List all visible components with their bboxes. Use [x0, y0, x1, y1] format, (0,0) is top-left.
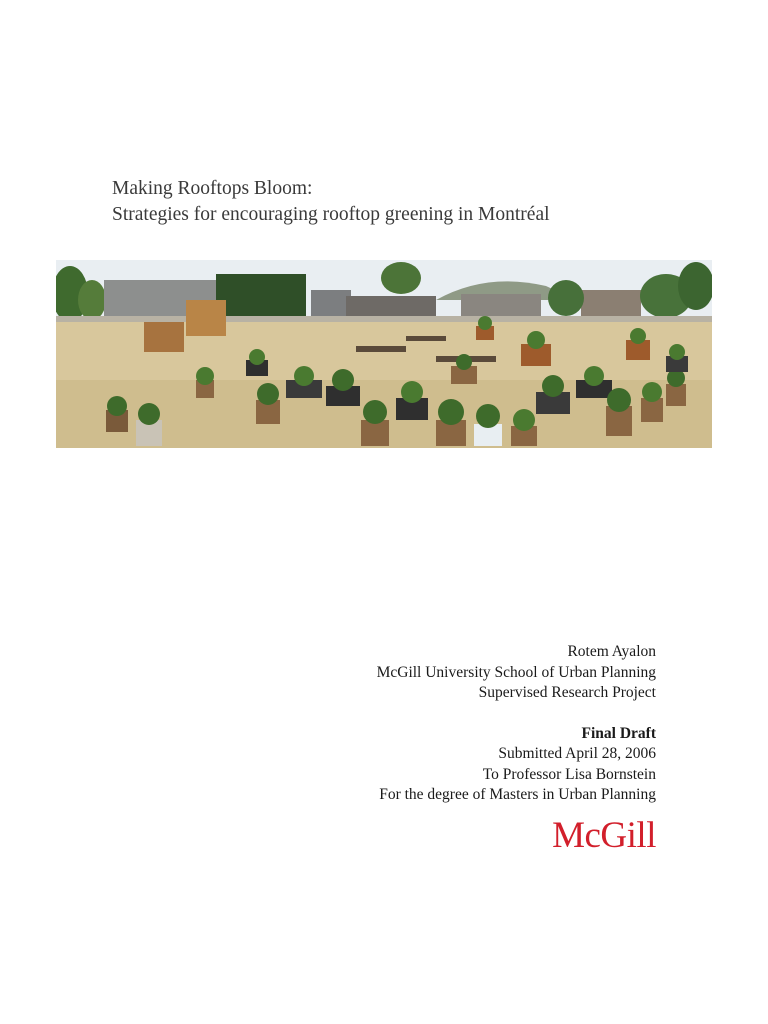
spacer: [236, 704, 656, 724]
rooftop-garden-photo: [56, 260, 712, 448]
professor-line: To Professor Lisa Bornstein: [482, 765, 656, 783]
author-school: McGill University School of Urban Planning: [376, 663, 656, 681]
title-line-2: Strategies for encouraging rooftop greening in Montréal: [112, 204, 550, 225]
title-line-1: Making Rooftops Bloom:: [112, 178, 313, 199]
project-type: Supervised Research Project: [478, 684, 656, 701]
mcgill-logo: McGill: [552, 815, 656, 856]
submission-date: Submitted April 28, 2006: [498, 745, 656, 762]
degree-line: For the degree of Masters in Urban Planning: [379, 786, 656, 803]
author-name: Rotem Ayalon: [567, 643, 656, 660]
submission-details: [236, 642, 656, 806]
document-title: [112, 176, 712, 228]
draft-status: Final Draft: [581, 724, 656, 742]
